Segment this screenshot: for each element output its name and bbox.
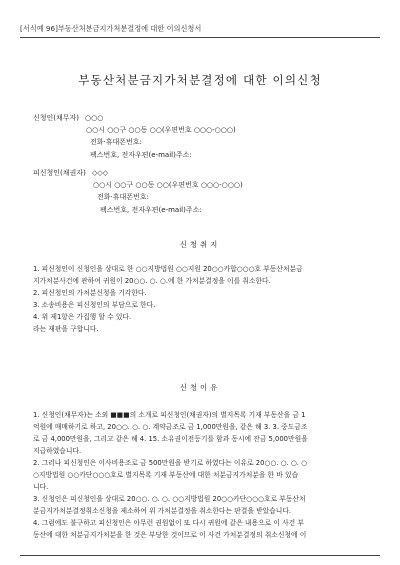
respondent-name: ◇◇◇ [92,169,109,177]
reasons-line: 동산에 대한 처분금지가처분을 한 것은 부당한 것이므로 이 사건 가처분결정의 취소신청에 이 [33,531,307,539]
reasons-line: 4. 그럼에도 불구하고 피신청인은 아무런 권원없이 또 다시 귀원에 같은 내용으로 이 사건 부 [33,519,304,527]
purpose-line: 2. 피신청인의 가처분신청을 기각한다. [33,289,147,297]
reasons-line: 2. 그러나 피신청인은 이사비용조로 금 500만원을 받기로 하였다는 이유로 20○○. ○. ○. ○ [33,459,308,467]
reasons-line: 3. 신청인은 피신청인을 상대로 20○○. ○. ○. ○○지방법원 20○○카단○○○호로 부동산처 [33,495,306,503]
applicant-name: ○○○ [85,114,104,122]
respondent-fax-email: 팩스번호, 전자우편(e-mail)주소: [100,205,202,214]
reasons-line: 1. 신청인(채무자)는 소외 ■■■의 소개로 피신청인(채권자)의 별지목록 기재 부동산을 금 1 [33,411,306,419]
reasons-heading: 신청이유 [179,383,221,392]
reasons-line: 니다. [33,483,49,491]
respondent-role: 피신청인(채권자) [33,169,86,177]
document-title: 부동산처분금지가처분결정에 대한 이의신청 [78,73,322,87]
purpose-section [33,263,303,335]
purpose-line: 4. 위 제1항은 가집행 할 수 있다. [33,313,132,321]
bottom-divider [20,555,380,556]
applicant-fax-email: 팩스번호, 전자우편(e-mail)주소: [90,150,192,159]
applicant-phone: 전화·휴대폰번호: [90,138,142,147]
respondent-phone: 전화·휴대폰번호: [97,193,149,202]
respondent-address: ○○시 ○○구 ○○동 ○○(우편번호 ○○○-○○○) [93,181,243,190]
applicant-role: 신청인(채무자) [33,114,80,122]
purpose-line: 3. 소송비용은 피신청인의 부담으로 한다. [33,301,156,309]
purpose-line: 1. 피신청인이 신청인을 상대로 한 ○○지방법원 ○○지원 20○○카합○○○호 부동산처분금 [33,265,303,273]
reasons-line: 지급하였습니다. [33,447,82,455]
purpose-heading: 신청취지 [179,240,221,249]
reasons-line: 분금지가처분결정취소신청을 제소하여 위 가처분결정을 취소한다는 판결을 받았습니다. [33,507,292,515]
top-divider [20,37,380,38]
reasons-line: 억원에 매매하기로 하고, 20○○. ○. ○. 계약금조로 금 1,000만원을, 같은 해 3. 3. 중도금조 [33,423,308,431]
purpose-line: 라는 재판을 구합니다. [33,325,99,333]
applicant-address: ○○시 ○○구 ○○동 ○○(우편번호 ○○○-○○○) [86,126,236,135]
reasons-line: ○지방법원 ○○카단○○○호로 별지목록 기재 부동산에 대한 처분금지가처분을 한 바 있습 [33,471,299,479]
reasons-section [33,409,308,541]
reasons-line: 로 금 4,000만원을, 그리고 같은 해 4. 15. 소유권이전등기를 함과 동시에 잔금 5,000만원을 [33,435,308,443]
purpose-line: 지가처분사건에 관하여 귀원이 20○○. ○. ○.에 한 가처분결정을 이를 취소한다. [33,277,271,285]
form-number: [서식예 96]부동산처분금지가처분결정에 대한 이의신청서 [20,24,202,33]
